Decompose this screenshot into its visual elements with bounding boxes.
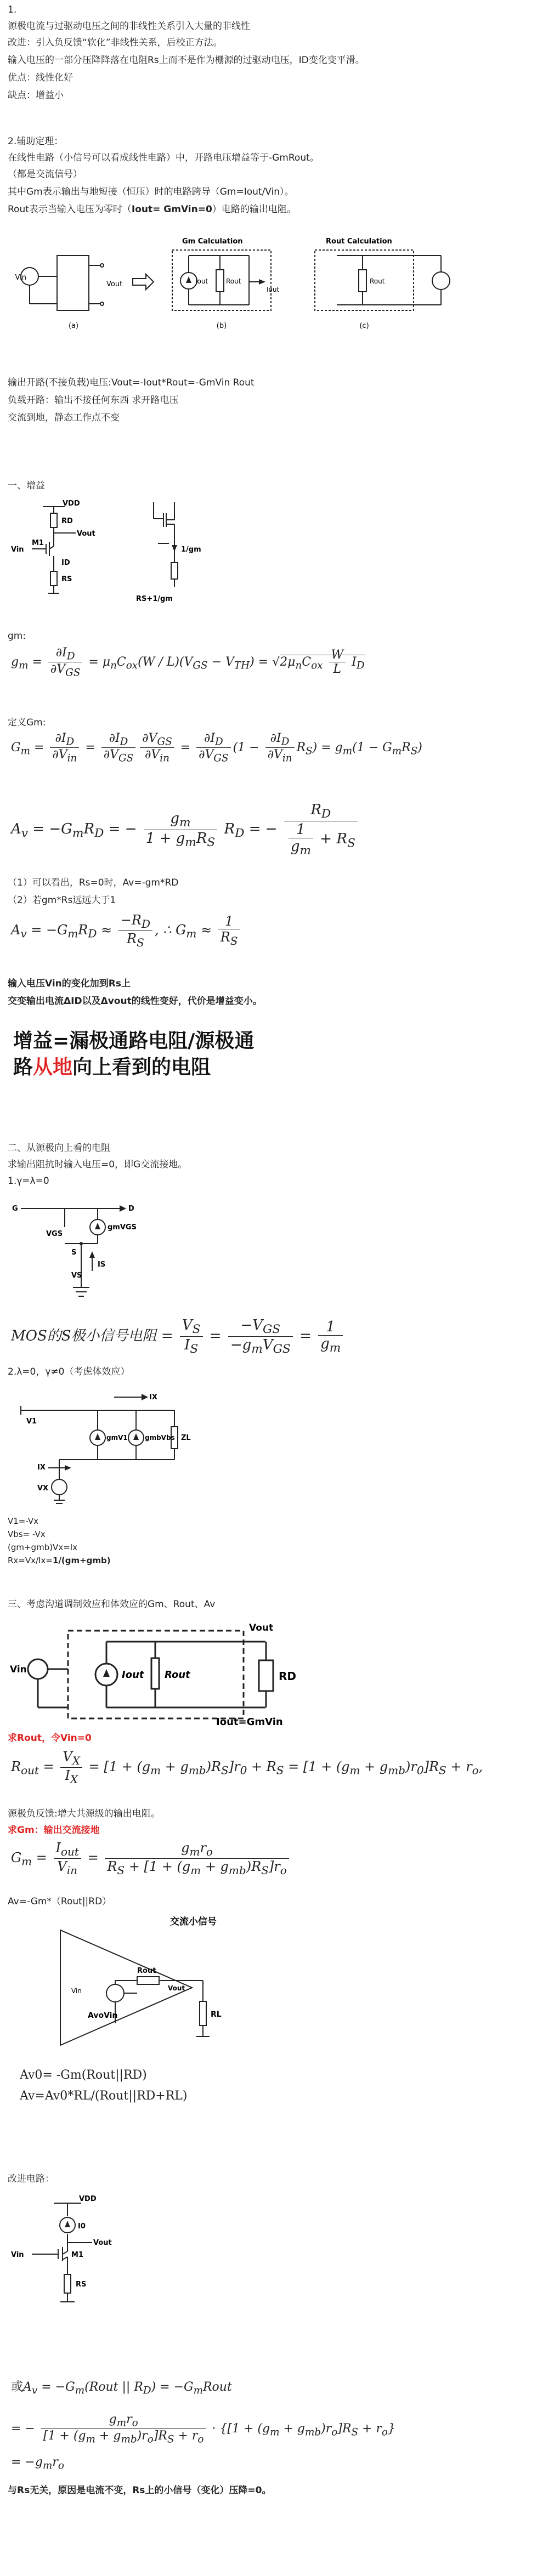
deg-line: 源极负反馈:增大共源级的输出电阻。 <box>8 1808 160 1819</box>
ac-avovin: AvoVin <box>88 2011 118 2020</box>
gm-formula: $g_m$ = $\frac{\partial I_D}{\partial V_{GS}}$ = $\mu_nC_{ox}(W / L)(V_{GS} - V_{TH}) = √2\mu_nC_{ox}$ $\frac{W}{L}$ $I_D$ <box>11 646 365 679</box>
sec2-line4 <box>8 203 296 216</box>
src-gmvgs: gmVGS <box>108 1223 137 1232</box>
gain-bold1: 输入电压Vin的变化加到Rs上 <box>8 978 131 989</box>
gain-rs-plus: RS+1/gm <box>136 595 173 603</box>
sec2b-line3: 交流到地，静态工作点不变 <box>8 412 120 423</box>
ac-rout: Rout <box>137 1967 156 1975</box>
src-circuit1-figure <box>10 1194 207 1306</box>
sec1-line2: 改进：引入负反馈“软化”非线性关系，后校正方法。 <box>8 37 223 48</box>
rout-cond: 求Rout，令Vin=0 <box>8 1733 92 1744</box>
imp-m1: M1 <box>71 2251 83 2259</box>
improved-av-result: = $-g_mr_o$ <box>11 2455 64 2472</box>
src-is: IS <box>98 1261 106 1269</box>
gain-m1: M1 <box>32 539 44 547</box>
gain-id: ID <box>61 559 70 567</box>
final-note: 与Rs无关，原因是电流不变，Rs上的小信号（变化）压降=0。 <box>8 2485 272 2496</box>
rout-calc-title: Rout Calculation <box>326 237 392 246</box>
ac-vin: Vin <box>71 1987 82 1995</box>
src-r1: V1=-Vx <box>8 1516 39 1526</box>
src-line1: 求输出阻抗时输入电压=0，即G交流接地。 <box>8 1159 188 1170</box>
src-s: S <box>71 1249 77 1257</box>
src2-v1: V1 <box>26 1417 37 1426</box>
sec2-line1: 在线性电路（小信号可以看成线性电路）中，开路电压增益等于-GmRout。 <box>8 152 319 163</box>
sec2-line4-b: Iout= GmVin=0 <box>131 204 212 215</box>
av-full-line: Av=Av0*RL/(Rout||RD+RL) <box>20 2089 188 2103</box>
gm-calc-title: Gm Calculation <box>182 237 243 246</box>
src2-vx: VX <box>37 1484 49 1493</box>
big-statement-line2 <box>13 1055 211 1080</box>
thevenin-figure <box>8 222 474 333</box>
norton-rd: RD <box>279 1670 297 1683</box>
src-line2: 1.γ=λ=0 <box>8 1176 49 1187</box>
Gm-formula: $G_m$ = $\frac{\partial I_D}{\partial V_{in}}$ = $\frac{\partial I_D}{\partial V_{GS}}$ $\frac{\partial V_{GS}}{\partial V_{in}}$ = $\frac{\partial I_D}{\partial V_{GS}}$ (1 − $\frac{\partial I_D}{\partial V_{in}}$ $R_S) = g_m(1 - G_mR_S)$ <box>11 731 422 764</box>
def-Gm-label: 定义Gm: <box>8 717 46 728</box>
fig-b-rout: Rout <box>226 277 241 285</box>
src-heading: 二、从源极向上看的电阻 <box>8 1143 110 1154</box>
src-vgs: VGS <box>46 1230 63 1238</box>
sec2b-line2: 负载开路：输出不接任何东西 求开路电压 <box>8 395 179 406</box>
src2-ix-top: IX <box>149 1393 157 1402</box>
ac-vout: Vout <box>168 1984 185 1992</box>
sec1-line3: 输入电压的一部分压降降落在电阻Rs上而不是作为栅源的过驱动电压，ID变化变平滑。 <box>8 55 365 66</box>
fig-b-iout-right: Iout <box>267 286 280 293</box>
gain-bold2: 交变输出电流ΔID以及Δvout的线性变好，代价是增益变小。 <box>8 996 262 1007</box>
fig-b-iout: Iout <box>195 277 208 285</box>
norton-eq: Iout=GmVin <box>216 1716 283 1728</box>
src-r3: (gm+gmb)Vx=Ix <box>8 1542 78 1552</box>
gain-note1: （1）可以看出，Rs=0时，Av=-gm*RD <box>8 877 179 888</box>
improved-av-expansion: = − $\frac{g_mr_o}{[1 + (g_m + g_{mb})r_o]R_S + r_o}$ · $\{[1 + (g_m + g_{mb})r_o]R_S + r_o\}$ <box>11 2413 395 2446</box>
src2-zl: ZL <box>181 1434 191 1442</box>
gain-circuit-figure <box>10 497 218 625</box>
big-line2-c: 向上看到的电阻 <box>72 1056 211 1079</box>
gain-heading: 一、增益 <box>8 480 45 491</box>
gain-rs: RS <box>61 575 72 583</box>
src-circuit2-figure <box>10 1383 207 1511</box>
src-g: G <box>12 1205 18 1213</box>
sec2-line4-a: Rout表示当输入电压为零时（ <box>8 204 132 215</box>
sec1-pros: 优点：线性化好 <box>8 72 73 83</box>
src-r2: Vbs= -Vx <box>8 1529 46 1539</box>
Av-approx-formula: $A_v = -G_mR_D$ ≈ $\frac{-R_D}{R_S}$ , ∴ $G_m$ ≈ $\frac{1}{R_S}$ <box>11 912 242 949</box>
imp-i0: I0 <box>78 2222 86 2231</box>
imp-vin: Vin <box>11 2251 24 2259</box>
sec2-line2: （都是交流信号） <box>8 169 82 180</box>
mos-s-label: MOS的S极小信号电阻 <box>11 1327 157 1344</box>
imp-vdd: VDD <box>79 2195 97 2203</box>
mos-s-resistance-formula: MOS的S极小信号电阻 = $\frac{V_S}{I_S}$ = $\frac{-V_{GS}}{-g_mV_{GS}}$ = $\frac{1}{g_m}$ <box>11 1317 345 1356</box>
src-r4 <box>8 1554 111 1567</box>
sec1-line1: 源极电流与过驱动电压之间的非线性关系引入大量的非线性 <box>8 21 250 32</box>
sec2b-line1: 输出开路(不接负载)电压:Vout=-Iout*Rout=-GmVin Rout <box>8 377 255 388</box>
src-d: D <box>128 1205 134 1213</box>
src-r4-b: 1/(gm+gmb) <box>52 1556 111 1565</box>
norton-vout: Vout <box>249 1622 274 1633</box>
gain-vout: Vout <box>77 530 95 538</box>
norton-iout: Iout <box>122 1669 144 1681</box>
fig-a-vout: Vout <box>106 280 123 288</box>
norton-vin: Vin <box>10 1664 27 1675</box>
gm-label: gm: <box>8 631 26 642</box>
third-heading: 三、考虑沟道调制效应和体效应的Gm、Rout、Av <box>8 1599 216 1610</box>
norton-figure <box>8 1614 337 1732</box>
improved-av-formula: 或$A_v$ = $-G_m(Rout$ || $R_D$) = $-G_mRout$ <box>11 2380 232 2397</box>
ac-rl: RL <box>211 2010 222 2019</box>
gain-one-over-gm: 1/gm <box>181 546 201 554</box>
av0-line: Av0= -Gm(Rout||RD) <box>20 2068 147 2082</box>
src2-gmv1: gmV1 <box>106 1434 128 1442</box>
label-c: (c) <box>359 322 369 330</box>
improve-heading: 改进电路： <box>8 2174 54 2185</box>
src2-ix: IX <box>37 1463 46 1472</box>
av-line: Av=-Gm*（Rout||RD） <box>8 1896 112 1907</box>
imp-vout: Vout <box>93 2239 112 2247</box>
gain-vin: Vin <box>11 546 24 554</box>
big-line2-b: 从地 <box>33 1056 73 1079</box>
label-a: (a) <box>68 322 79 330</box>
src-line3: 2.λ=0，γ≠0（考虑体效应） <box>8 1366 130 1377</box>
gain-vdd: VDD <box>63 500 80 508</box>
src-r4-a: Rx=Vx/Ix= <box>8 1556 53 1565</box>
src2-gmbvbs: gmbVbs <box>145 1434 175 1442</box>
sec2-line4-c: ）电路的输出电阻。 <box>212 204 296 215</box>
fig-c-rout: Rout <box>370 277 385 285</box>
label-b: (b) <box>216 322 227 330</box>
sec1-cons: 缺点：增益小 <box>8 90 64 101</box>
big-statement-line1: 增益=漏极通路电阻/源极通 <box>13 1030 255 1052</box>
sec2-num: 2.辅助定理： <box>8 136 64 147</box>
gain-note2: （2）若gm*Rs远远大于1 <box>8 895 116 906</box>
rout-formula: $R_{out}$ = $\frac{V_X}{I_X}$ = $[1 + (g_m + g_{mb})R_S]r_0 + R_S = [1 + (g_m + g_{mb})r_0]R_S + r_o$, <box>11 1749 483 1786</box>
big-line2-a: 路 <box>13 1056 33 1079</box>
gain-rd: RD <box>61 517 73 525</box>
improved-circuit-figure <box>10 2192 174 2326</box>
ac-small-signal-figure <box>38 1914 258 2058</box>
fig-a-vin: Vin <box>15 274 26 282</box>
Av-formula: $A_v = -G_mR_D$ = − $\frac{g_m}{1 + g_mR_S}$ $R_D$ = − $R_D$ $\frac{1}{g_m}$ + $R_S$ <box>11 802 360 858</box>
imp-rs: RS <box>76 2280 87 2289</box>
ac-title: 交流小信号 <box>170 1916 217 1927</box>
src-vs: VS <box>71 1272 82 1280</box>
gm-cond: 求Gm：输出交流接地 <box>8 1825 100 1836</box>
sec2-line3: 其中Gm表示输出与地短接（恒压）时的电路跨导（Gm=Iout/Vin）。 <box>8 186 294 197</box>
Gm-rout-formula: $G_m$ = $\frac{I_{out}}{V_{in}}$ = $\frac{g_mr_o}{R_S + [1 + (g_m + g_{mb})R_S]r_o}$ <box>11 1840 291 1877</box>
norton-rout: Rout <box>165 1669 190 1681</box>
sec1-num: 1. <box>8 4 17 15</box>
